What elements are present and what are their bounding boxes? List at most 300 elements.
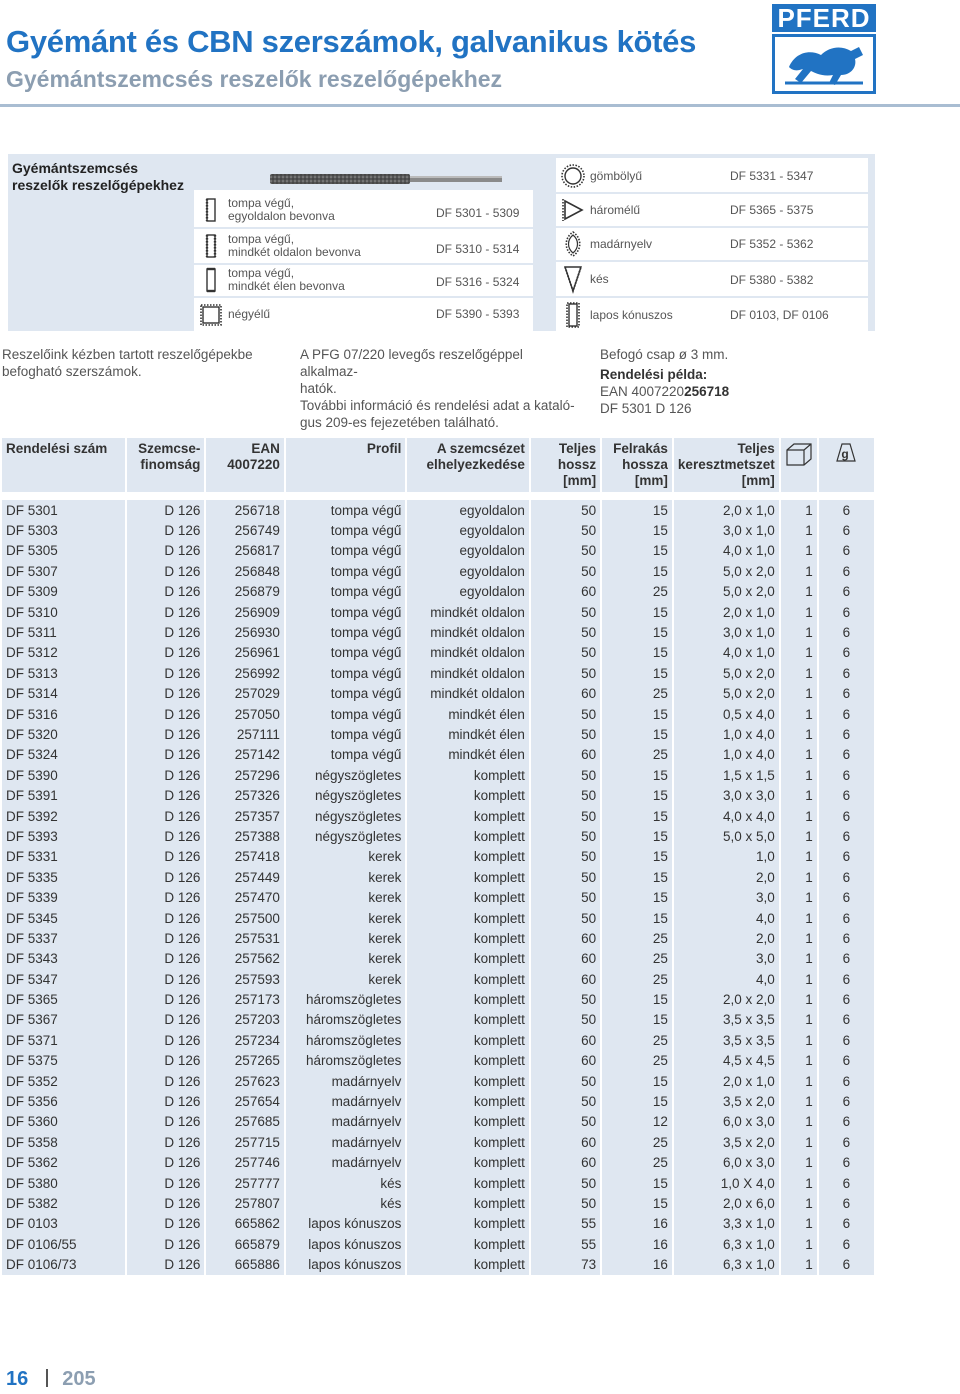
overview-right-range: DF 0103, DF 0106: [730, 308, 829, 322]
cell-cross-section: 3,3 x 1,0: [674, 1214, 779, 1234]
cell-coat-length: 15: [602, 561, 672, 581]
cell-code: DF 5356: [2, 1091, 125, 1111]
cell-length: 50: [531, 806, 600, 826]
cell-code: DF 0106/73: [2, 1254, 125, 1274]
cell-length: 60: [531, 969, 600, 989]
table-row: [2, 745, 874, 765]
overview-right-item: [556, 162, 868, 190]
cell-profile: madárnyelv: [286, 1132, 405, 1152]
cell-code: DF 5316: [2, 704, 125, 724]
cell-pack-qty: 1: [781, 847, 817, 867]
cell-grit: D 126: [127, 1234, 205, 1254]
cell-weight: 6: [819, 806, 874, 826]
cell-grit: D 126: [127, 1091, 205, 1111]
overview-panel: [8, 154, 875, 331]
cell-coating: komplett: [407, 806, 529, 826]
table-row: [2, 541, 874, 561]
cell-coating: mindkét oldalon: [407, 663, 529, 683]
cell-profile: tompa végű: [286, 500, 405, 520]
logo-text: PFERD: [772, 4, 876, 32]
cell-cross-section: 1,0 X 4,0: [674, 1173, 779, 1193]
product-table: [0, 438, 876, 1275]
cell-coating: komplett: [407, 1173, 529, 1193]
cell-grit: D 126: [127, 1153, 205, 1173]
cell-ean: 257203: [206, 1010, 283, 1030]
cell-coating: komplett: [407, 1071, 529, 1091]
cell-cross-section: 2,0 x 6,0: [674, 1193, 779, 1213]
cell-coating: komplett: [407, 1091, 529, 1111]
cell-weight: 6: [819, 602, 874, 622]
cell-code: DF 5352: [2, 1071, 125, 1091]
cell-pack-qty: 1: [781, 765, 817, 785]
cell-coat-length: 15: [602, 1173, 672, 1193]
cell-coating: komplett: [407, 989, 529, 1009]
cell-code: DF 5380: [2, 1173, 125, 1193]
overview-right-box: [556, 158, 868, 331]
col-header-weight: [819, 438, 874, 492]
page-title: Gyémánt és CBN szerszámok, galvanikus kötés: [6, 24, 697, 59]
cell-ean: 256817: [206, 541, 283, 561]
cell-ean: 257470: [206, 887, 283, 907]
cell-pack-qty: 1: [781, 867, 817, 887]
cell-pack-qty: 1: [781, 602, 817, 622]
cell-grit: D 126: [127, 1071, 205, 1091]
cell-coating: egyoldalon: [407, 541, 529, 561]
cell-profile: kerek: [286, 928, 405, 948]
table-row: [2, 887, 874, 907]
cell-code: DF 5335: [2, 867, 125, 887]
cell-ean: 257418: [206, 847, 283, 867]
cell-coat-length: 15: [602, 602, 672, 622]
cell-weight: 6: [819, 1132, 874, 1152]
cell-profile: tompa végű: [286, 582, 405, 602]
cell-grit: D 126: [127, 602, 205, 622]
cell-code: DF 5343: [2, 949, 125, 969]
cell-coating: komplett: [407, 949, 529, 969]
col-header-length: Teljes hossz [mm]: [531, 438, 600, 492]
cell-length: 50: [531, 847, 600, 867]
cell-length: 50: [531, 867, 600, 887]
cell-profile: kerek: [286, 949, 405, 969]
cell-code: DF 5362: [2, 1153, 125, 1173]
cell-length: 50: [531, 1071, 600, 1091]
table-row: [2, 643, 874, 663]
cell-coat-length: 25: [602, 1153, 672, 1173]
cell-pack-qty: 1: [781, 622, 817, 642]
table-row: [2, 949, 874, 969]
cell-coating: komplett: [407, 765, 529, 785]
overview-right-range: DF 5352 - 5362: [730, 237, 814, 251]
overview-right-name: madárnyelv: [590, 236, 653, 251]
cell-weight: 6: [819, 1173, 874, 1193]
cell-weight: 6: [819, 989, 874, 1009]
cell-cross-section: 3,0: [674, 887, 779, 907]
shank-info: Befogó csap ø 3 mm.: [600, 347, 729, 362]
cell-profile: madárnyelv: [286, 1091, 405, 1111]
cell-ean: 257234: [206, 1030, 283, 1050]
cell-profile: négyszögletes: [286, 826, 405, 846]
table-row: [2, 847, 874, 867]
cell-grit: D 126: [127, 1193, 205, 1213]
cell-ean: 257050: [206, 704, 283, 724]
cell-weight: 6: [819, 582, 874, 602]
cell-grit: D 126: [127, 561, 205, 581]
cell-pack-qty: 1: [781, 541, 817, 561]
cell-ean: 256879: [206, 582, 283, 602]
cell-grit: D 126: [127, 1254, 205, 1274]
table-row: [2, 561, 874, 581]
cell-coating: komplett: [407, 826, 529, 846]
cell-pack-qty: 1: [781, 684, 817, 704]
cell-weight: 6: [819, 969, 874, 989]
cell-code: DF 5303: [2, 520, 125, 540]
cell-length: 50: [531, 887, 600, 907]
cell-grit: D 126: [127, 785, 205, 805]
cell-grit: D 126: [127, 949, 205, 969]
cell-length: 55: [531, 1214, 600, 1234]
page-number-total: 205: [62, 1368, 96, 1390]
cell-length: 60: [531, 928, 600, 948]
cell-length: 50: [531, 1091, 600, 1111]
cell-profile: négyszögletes: [286, 765, 405, 785]
cell-weight: 6: [819, 704, 874, 724]
cell-pack-qty: 1: [781, 643, 817, 663]
cell-weight: 6: [819, 847, 874, 867]
cell-weight: 6: [819, 684, 874, 704]
cell-length: 50: [531, 826, 600, 846]
cell-cross-section: 5,0 x 2,0: [674, 684, 779, 704]
cell-weight: 6: [819, 541, 874, 561]
cell-coat-length: 15: [602, 643, 672, 663]
cell-ean: 257142: [206, 745, 283, 765]
cell-weight: 6: [819, 520, 874, 540]
info-order-example: [600, 346, 860, 417]
barrette-file-icon: [556, 230, 590, 258]
cell-code: DF 5305: [2, 541, 125, 561]
info-machine: A PFG 07/220 levegős reszelőgéppel alkalmaz- hatók. További információ és rendelési adat a kataló- gus 209-es fejezetében található.: [300, 347, 575, 430]
weight-icon: [835, 441, 857, 463]
cell-pack-qty: 1: [781, 704, 817, 724]
cell-ean: 257562: [206, 949, 283, 969]
overview-left-box: [194, 190, 533, 331]
cell-weight: 6: [819, 1254, 874, 1274]
table-row: [2, 1193, 874, 1213]
table-row: [2, 1071, 874, 1091]
cell-length: 50: [531, 785, 600, 805]
cell-coating: egyoldalon: [407, 582, 529, 602]
cell-grit: D 126: [127, 1132, 205, 1152]
cell-code: DF 5311: [2, 622, 125, 642]
cell-grit: D 126: [127, 704, 205, 724]
table-row: [2, 622, 874, 642]
cell-code: DF 5339: [2, 887, 125, 907]
cell-pack-qty: 1: [781, 1254, 817, 1274]
cell-weight: 6: [819, 1071, 874, 1091]
cell-code: DF 5313: [2, 663, 125, 683]
cell-coat-length: 15: [602, 867, 672, 887]
cell-code: DF 5301: [2, 500, 125, 520]
cell-profile: tompa végű: [286, 520, 405, 540]
cell-code: DF 5358: [2, 1132, 125, 1152]
overview-left-range: DF 5301 - 5309: [436, 206, 520, 220]
overview-title: Gyémántszemcsés reszelők reszelőgépekhez: [12, 160, 184, 193]
cell-grit: D 126: [127, 928, 205, 948]
cell-cross-section: 4,0 x 1,0: [674, 541, 779, 561]
cell-weight: 6: [819, 908, 874, 928]
cell-pack-qty: 1: [781, 1193, 817, 1213]
cell-cross-section: 3,0 x 1,0: [674, 520, 779, 540]
cell-profile: háromszögletes: [286, 1051, 405, 1071]
cell-coat-length: 15: [602, 541, 672, 561]
pferd-logo: [772, 4, 876, 94]
page-subtitle: Gyémántszemcsés reszelők reszelőgépekhez: [6, 66, 503, 92]
cell-coat-length: 15: [602, 622, 672, 642]
cell-grit: D 126: [127, 684, 205, 704]
cell-cross-section: 3,0 x 3,0: [674, 785, 779, 805]
cell-coat-length: 25: [602, 1030, 672, 1050]
cell-coating: mindkét oldalon: [407, 643, 529, 663]
col-header-code: Rendelési szám: [2, 438, 125, 492]
cell-weight: 6: [819, 1051, 874, 1071]
overview-right-name: lapos kónuszos: [590, 307, 673, 322]
cell-profile: kés: [286, 1193, 405, 1213]
overview-right-range: DF 5331 - 5347: [730, 169, 814, 183]
overview-left-item: [194, 266, 533, 294]
cell-pack-qty: 1: [781, 1091, 817, 1111]
table-row: [2, 989, 874, 1009]
cell-ean: 257326: [206, 785, 283, 805]
cell-ean: 256749: [206, 520, 283, 540]
cell-ean: 665886: [206, 1254, 283, 1274]
order-example-code: DF 5301 D 126: [600, 401, 692, 416]
cell-profile: kerek: [286, 887, 405, 907]
round-file-icon: [556, 163, 590, 189]
cell-profile: lapos kónuszos: [286, 1214, 405, 1234]
weight-unit: g: [841, 447, 849, 461]
cell-weight: 6: [819, 561, 874, 581]
overview-left-range: DF 5390 - 5393: [436, 307, 520, 321]
cell-pack-qty: 1: [781, 1153, 817, 1173]
cell-length: 50: [531, 989, 600, 1009]
cell-weight: 6: [819, 622, 874, 642]
table-row: [2, 826, 874, 846]
cell-grit: D 126: [127, 1214, 205, 1234]
cell-cross-section: 5,0 x 2,0: [674, 663, 779, 683]
cell-profile: kerek: [286, 847, 405, 867]
cell-coat-length: 25: [602, 1132, 672, 1152]
cell-weight: 6: [819, 643, 874, 663]
overview-right-item: [556, 196, 868, 224]
cell-coating: komplett: [407, 969, 529, 989]
page-separator: [46, 1369, 48, 1387]
cell-cross-section: 5,0 x 2,0: [674, 561, 779, 581]
cell-coating: egyoldalon: [407, 561, 529, 581]
cell-profile: háromszögletes: [286, 1010, 405, 1030]
cell-coating: egyoldalon: [407, 500, 529, 520]
cell-length: 50: [531, 663, 600, 683]
cell-weight: 6: [819, 1112, 874, 1132]
cell-coating: komplett: [407, 847, 529, 867]
cell-cross-section: 3,5 x 3,5: [674, 1030, 779, 1050]
cell-pack-qty: 1: [781, 724, 817, 744]
cell-code: DF 5314: [2, 684, 125, 704]
cell-coating: komplett: [407, 1254, 529, 1274]
cell-length: 50: [531, 765, 600, 785]
cell-code: DF 5367: [2, 1010, 125, 1030]
cell-coat-length: 15: [602, 704, 672, 724]
cell-coat-length: 15: [602, 1010, 672, 1030]
cell-grit: D 126: [127, 500, 205, 520]
overview-right-range: DF 5380 - 5382: [730, 273, 814, 287]
cell-coat-length: 25: [602, 745, 672, 765]
cell-ean: 257500: [206, 908, 283, 928]
cell-cross-section: 2,0 x 1,0: [674, 500, 779, 520]
cell-pack-qty: 1: [781, 1234, 817, 1254]
cell-coat-length: 15: [602, 826, 672, 846]
cell-weight: 6: [819, 663, 874, 683]
cell-coating: komplett: [407, 867, 529, 887]
cell-ean: 257623: [206, 1071, 283, 1091]
box-icon: [785, 455, 813, 470]
cell-coat-length: 25: [602, 928, 672, 948]
cell-grit: D 126: [127, 1010, 205, 1030]
cell-profile: lapos kónuszos: [286, 1254, 405, 1274]
cell-cross-section: 6,3 x 1,0: [674, 1254, 779, 1274]
cell-pack-qty: 1: [781, 1030, 817, 1050]
horse-logo-icon: [772, 34, 876, 94]
cell-coat-length: 16: [602, 1254, 672, 1274]
cell-grit: D 126: [127, 887, 205, 907]
cell-pack-qty: 1: [781, 928, 817, 948]
cell-code: DF 5382: [2, 1193, 125, 1213]
cell-coat-length: 25: [602, 969, 672, 989]
cell-cross-section: 3,5 x 3,5: [674, 1010, 779, 1030]
cell-weight: 6: [819, 724, 874, 744]
cell-weight: 6: [819, 765, 874, 785]
cell-length: 50: [531, 602, 600, 622]
cell-cross-section: 1,5 x 1,5: [674, 765, 779, 785]
table-row: [2, 765, 874, 785]
cell-coating: mindkét élen: [407, 745, 529, 765]
cell-ean: 256992: [206, 663, 283, 683]
cell-cross-section: 5,0 x 5,0: [674, 826, 779, 846]
col-header-coating: A szemcsézet elhelyezkedése: [407, 438, 529, 492]
cell-coating: mindkét élen: [407, 704, 529, 724]
cell-weight: 6: [819, 1030, 874, 1050]
cell-weight: 6: [819, 745, 874, 765]
cell-grit: D 126: [127, 622, 205, 642]
cell-grit: D 126: [127, 745, 205, 765]
cell-profile: kés: [286, 1173, 405, 1193]
cell-pack-qty: 1: [781, 908, 817, 928]
cell-grit: D 126: [127, 1030, 205, 1050]
table-row: [2, 1153, 874, 1173]
cell-cross-section: 2,0 x 2,0: [674, 989, 779, 1009]
overview-right-item: [556, 299, 868, 331]
cell-code: DF 5310: [2, 602, 125, 622]
cell-length: 50: [531, 643, 600, 663]
cell-length: 60: [531, 1153, 600, 1173]
cell-cross-section: 3,0 x 1,0: [674, 622, 779, 642]
cell-pack-qty: 1: [781, 1112, 817, 1132]
cell-cross-section: 2,0: [674, 867, 779, 887]
table-row: [2, 928, 874, 948]
cell-code: DF 5309: [2, 582, 125, 602]
cell-cross-section: 6,0 x 3,0: [674, 1153, 779, 1173]
square-file-icon: [194, 304, 228, 326]
cell-ean: 257449: [206, 867, 283, 887]
cell-grit: D 126: [127, 826, 205, 846]
cell-ean: 257388: [206, 826, 283, 846]
cell-grit: D 126: [127, 520, 205, 540]
cell-weight: 6: [819, 1214, 874, 1234]
col-header-grit: Szemcse- finomság: [127, 438, 205, 492]
table-row: [2, 1010, 874, 1030]
cell-cross-section: 2,0 x 1,0: [674, 602, 779, 622]
cell-profile: tompa végű: [286, 541, 405, 561]
table-row: [2, 704, 874, 724]
flat-file-two-sides-icon: [194, 233, 228, 259]
col-header-coat-length: Felrakás hossza [mm]: [602, 438, 672, 492]
cell-ean: 257593: [206, 969, 283, 989]
cell-ean: 257265: [206, 1051, 283, 1071]
cell-ean: 257777: [206, 1173, 283, 1193]
cell-weight: 6: [819, 928, 874, 948]
cell-profile: kerek: [286, 969, 405, 989]
table-row: [2, 602, 874, 622]
cell-profile: tompa végű: [286, 663, 405, 683]
cell-length: 50: [531, 1010, 600, 1030]
cell-coating: mindkét oldalon: [407, 622, 529, 642]
table-row: [2, 684, 874, 704]
cell-code: DF 5324: [2, 745, 125, 765]
table-row: [2, 1030, 874, 1050]
cell-ean: 257173: [206, 989, 283, 1009]
table-row: [2, 1051, 874, 1071]
cell-profile: háromszögletes: [286, 989, 405, 1009]
cell-length: 60: [531, 1030, 600, 1050]
cell-cross-section: 4,5 x 4,5: [674, 1051, 779, 1071]
cell-profile: tompa végű: [286, 561, 405, 581]
cell-profile: madárnyelv: [286, 1112, 405, 1132]
table-row: [2, 724, 874, 744]
cell-profile: négyszögletes: [286, 806, 405, 826]
cell-code: DF 5331: [2, 847, 125, 867]
cell-coat-length: 25: [602, 684, 672, 704]
cell-length: 60: [531, 745, 600, 765]
table-row: [2, 1112, 874, 1132]
table-row: [2, 1234, 874, 1254]
cell-pack-qty: 1: [781, 969, 817, 989]
cell-coat-length: 15: [602, 785, 672, 805]
cell-coat-length: 15: [602, 887, 672, 907]
cell-code: DF 5375: [2, 1051, 125, 1071]
cell-cross-section: 3,0: [674, 949, 779, 969]
cell-profile: tompa végű: [286, 745, 405, 765]
cell-grit: D 126: [127, 908, 205, 928]
cell-coat-length: 25: [602, 949, 672, 969]
cell-cross-section: 6,3 x 1,0: [674, 1234, 779, 1254]
cell-code: DF 5390: [2, 765, 125, 785]
table-row: [2, 785, 874, 805]
cell-coating: mindkét oldalon: [407, 602, 529, 622]
title-divider: [0, 104, 960, 107]
table-header-row: [2, 438, 874, 492]
cell-code: DF 5365: [2, 989, 125, 1009]
cell-ean: 256961: [206, 643, 283, 663]
cell-pack-qty: 1: [781, 806, 817, 826]
cell-code: DF 5345: [2, 908, 125, 928]
